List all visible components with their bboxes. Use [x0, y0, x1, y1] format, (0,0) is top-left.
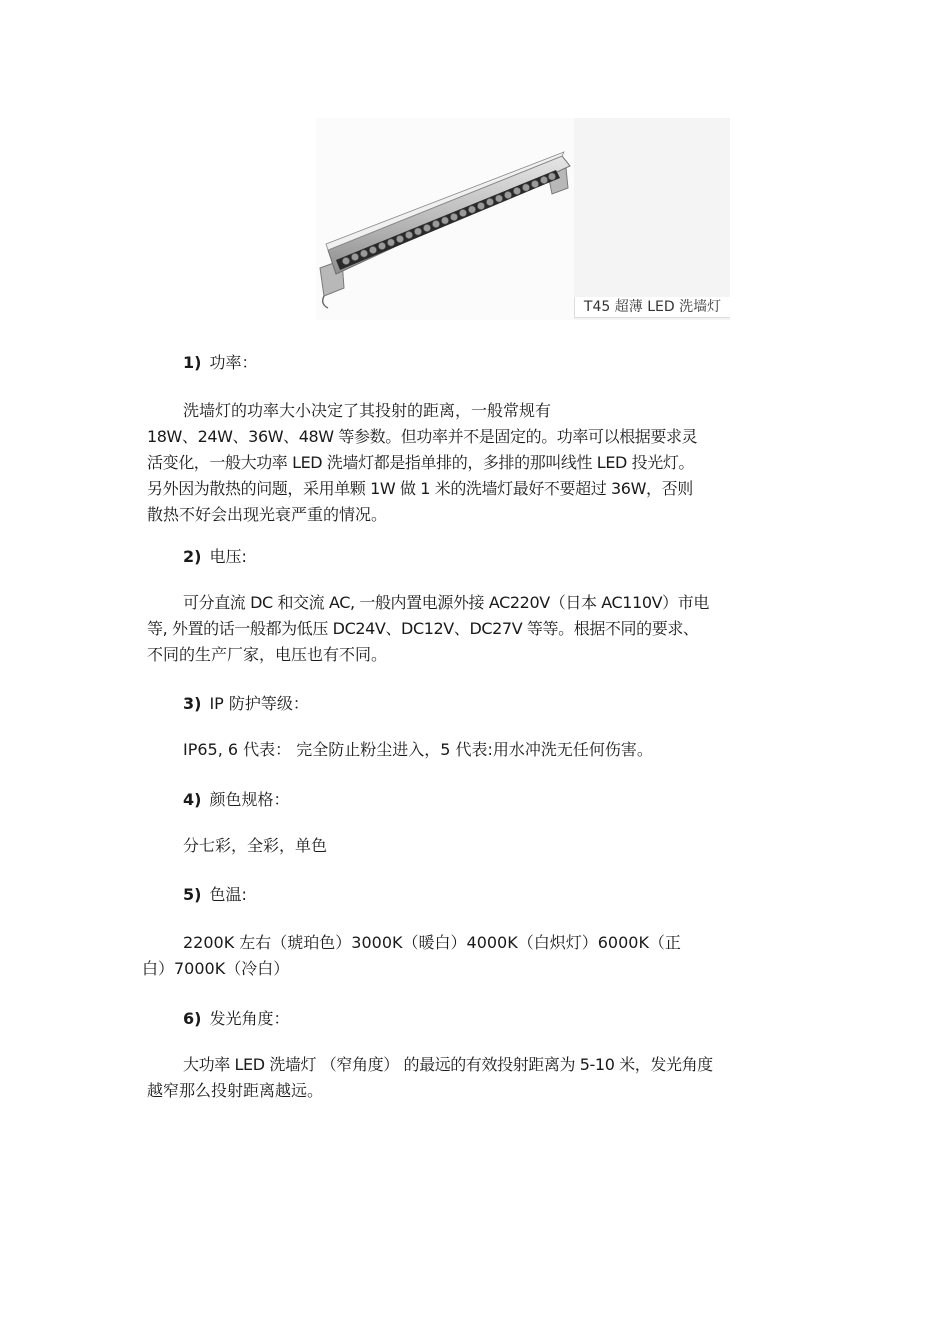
- section-number: 3): [183, 694, 202, 713]
- section-title: 功率：: [209, 353, 258, 372]
- section-number: 2): [183, 547, 202, 566]
- paragraph-line: 不同的生产厂家，电压也有不同。: [147, 645, 388, 664]
- section-title: 发光角度：: [209, 1009, 290, 1028]
- paragraph-line: 分七彩，全彩，单色: [183, 836, 328, 855]
- section-body-power: [147, 398, 807, 528]
- paragraph-line: 越窄那么投射距离越远。: [147, 1081, 324, 1100]
- section-body-color-spec: [147, 833, 807, 859]
- section-title: 颜色规格：: [209, 790, 290, 809]
- paragraph-line: 可分直流 DC 和交流 AC, 一般内置电源外接 AC220V（日本 AC110V）市电: [183, 593, 709, 612]
- figure-caption: T45 超薄 LED 洗墙灯: [574, 297, 730, 318]
- paragraph-line: 2200K 左右（琥珀色）3000K（暖白）4000K（白炽灯）6000K（正: [183, 933, 681, 952]
- section-number: 4): [183, 790, 202, 809]
- paragraph-line: 等, 外置的话一般都为低压 DC24V、DC12V、DC27V 等等。根据不同的要求、: [147, 619, 699, 638]
- section-heading-voltage: [183, 546, 247, 568]
- paragraph-line: 18W、24W、36W、48W 等参数。但功率并不是固定的。功率可以根据要求灵: [147, 427, 698, 446]
- section-number: 5): [183, 885, 202, 904]
- caption-panel: [574, 118, 730, 320]
- paragraph-line: IP65, 6 代表： 完全防止粉尘进入，5 代表:用水冲洗无任何伤害。: [183, 740, 653, 759]
- section-heading-color-spec: [183, 789, 289, 811]
- section-heading-color-temperature: [183, 884, 247, 906]
- section-number: 6): [183, 1009, 202, 1028]
- section-heading-ip-rating: [183, 693, 309, 715]
- section-number: 1): [183, 353, 202, 372]
- section-title: 色温:: [209, 885, 247, 904]
- paragraph-line: 另外因为散热的问题，采用单颗 1W 做 1 米的洗墙灯最好不要超过 36W，否则: [147, 479, 693, 498]
- paragraph-line: 活变化，一般大功率 LED 洗墙灯都是指单排的，多排的那叫线性 LED 投光灯。: [147, 453, 695, 472]
- product-photo: [316, 118, 574, 320]
- section-body-color-temperature: [142, 930, 807, 982]
- product-figure: [316, 118, 730, 320]
- section-body-beam-angle: [147, 1052, 807, 1104]
- section-title: IP 防护等级：: [209, 694, 309, 713]
- section-body-ip-rating: [147, 737, 807, 763]
- section-body-voltage: [147, 590, 807, 668]
- section-heading-power: [183, 352, 257, 374]
- led-wall-washer-image: [316, 118, 574, 320]
- paragraph-line: 大功率 LED 洗墙灯 （窄角度） 的最远的有效投射距离为 5-10 米，发光角度: [183, 1055, 713, 1074]
- section-title: 电压:: [209, 547, 247, 566]
- paragraph-line: 散热不好会出现光衰严重的情况。: [147, 505, 388, 524]
- paragraph-line: 洗墙灯的功率大小决定了其投射的距离，一般常规有: [183, 401, 552, 420]
- paragraph-line: 白）7000K（冷白）: [142, 959, 290, 978]
- section-heading-beam-angle: [183, 1008, 289, 1030]
